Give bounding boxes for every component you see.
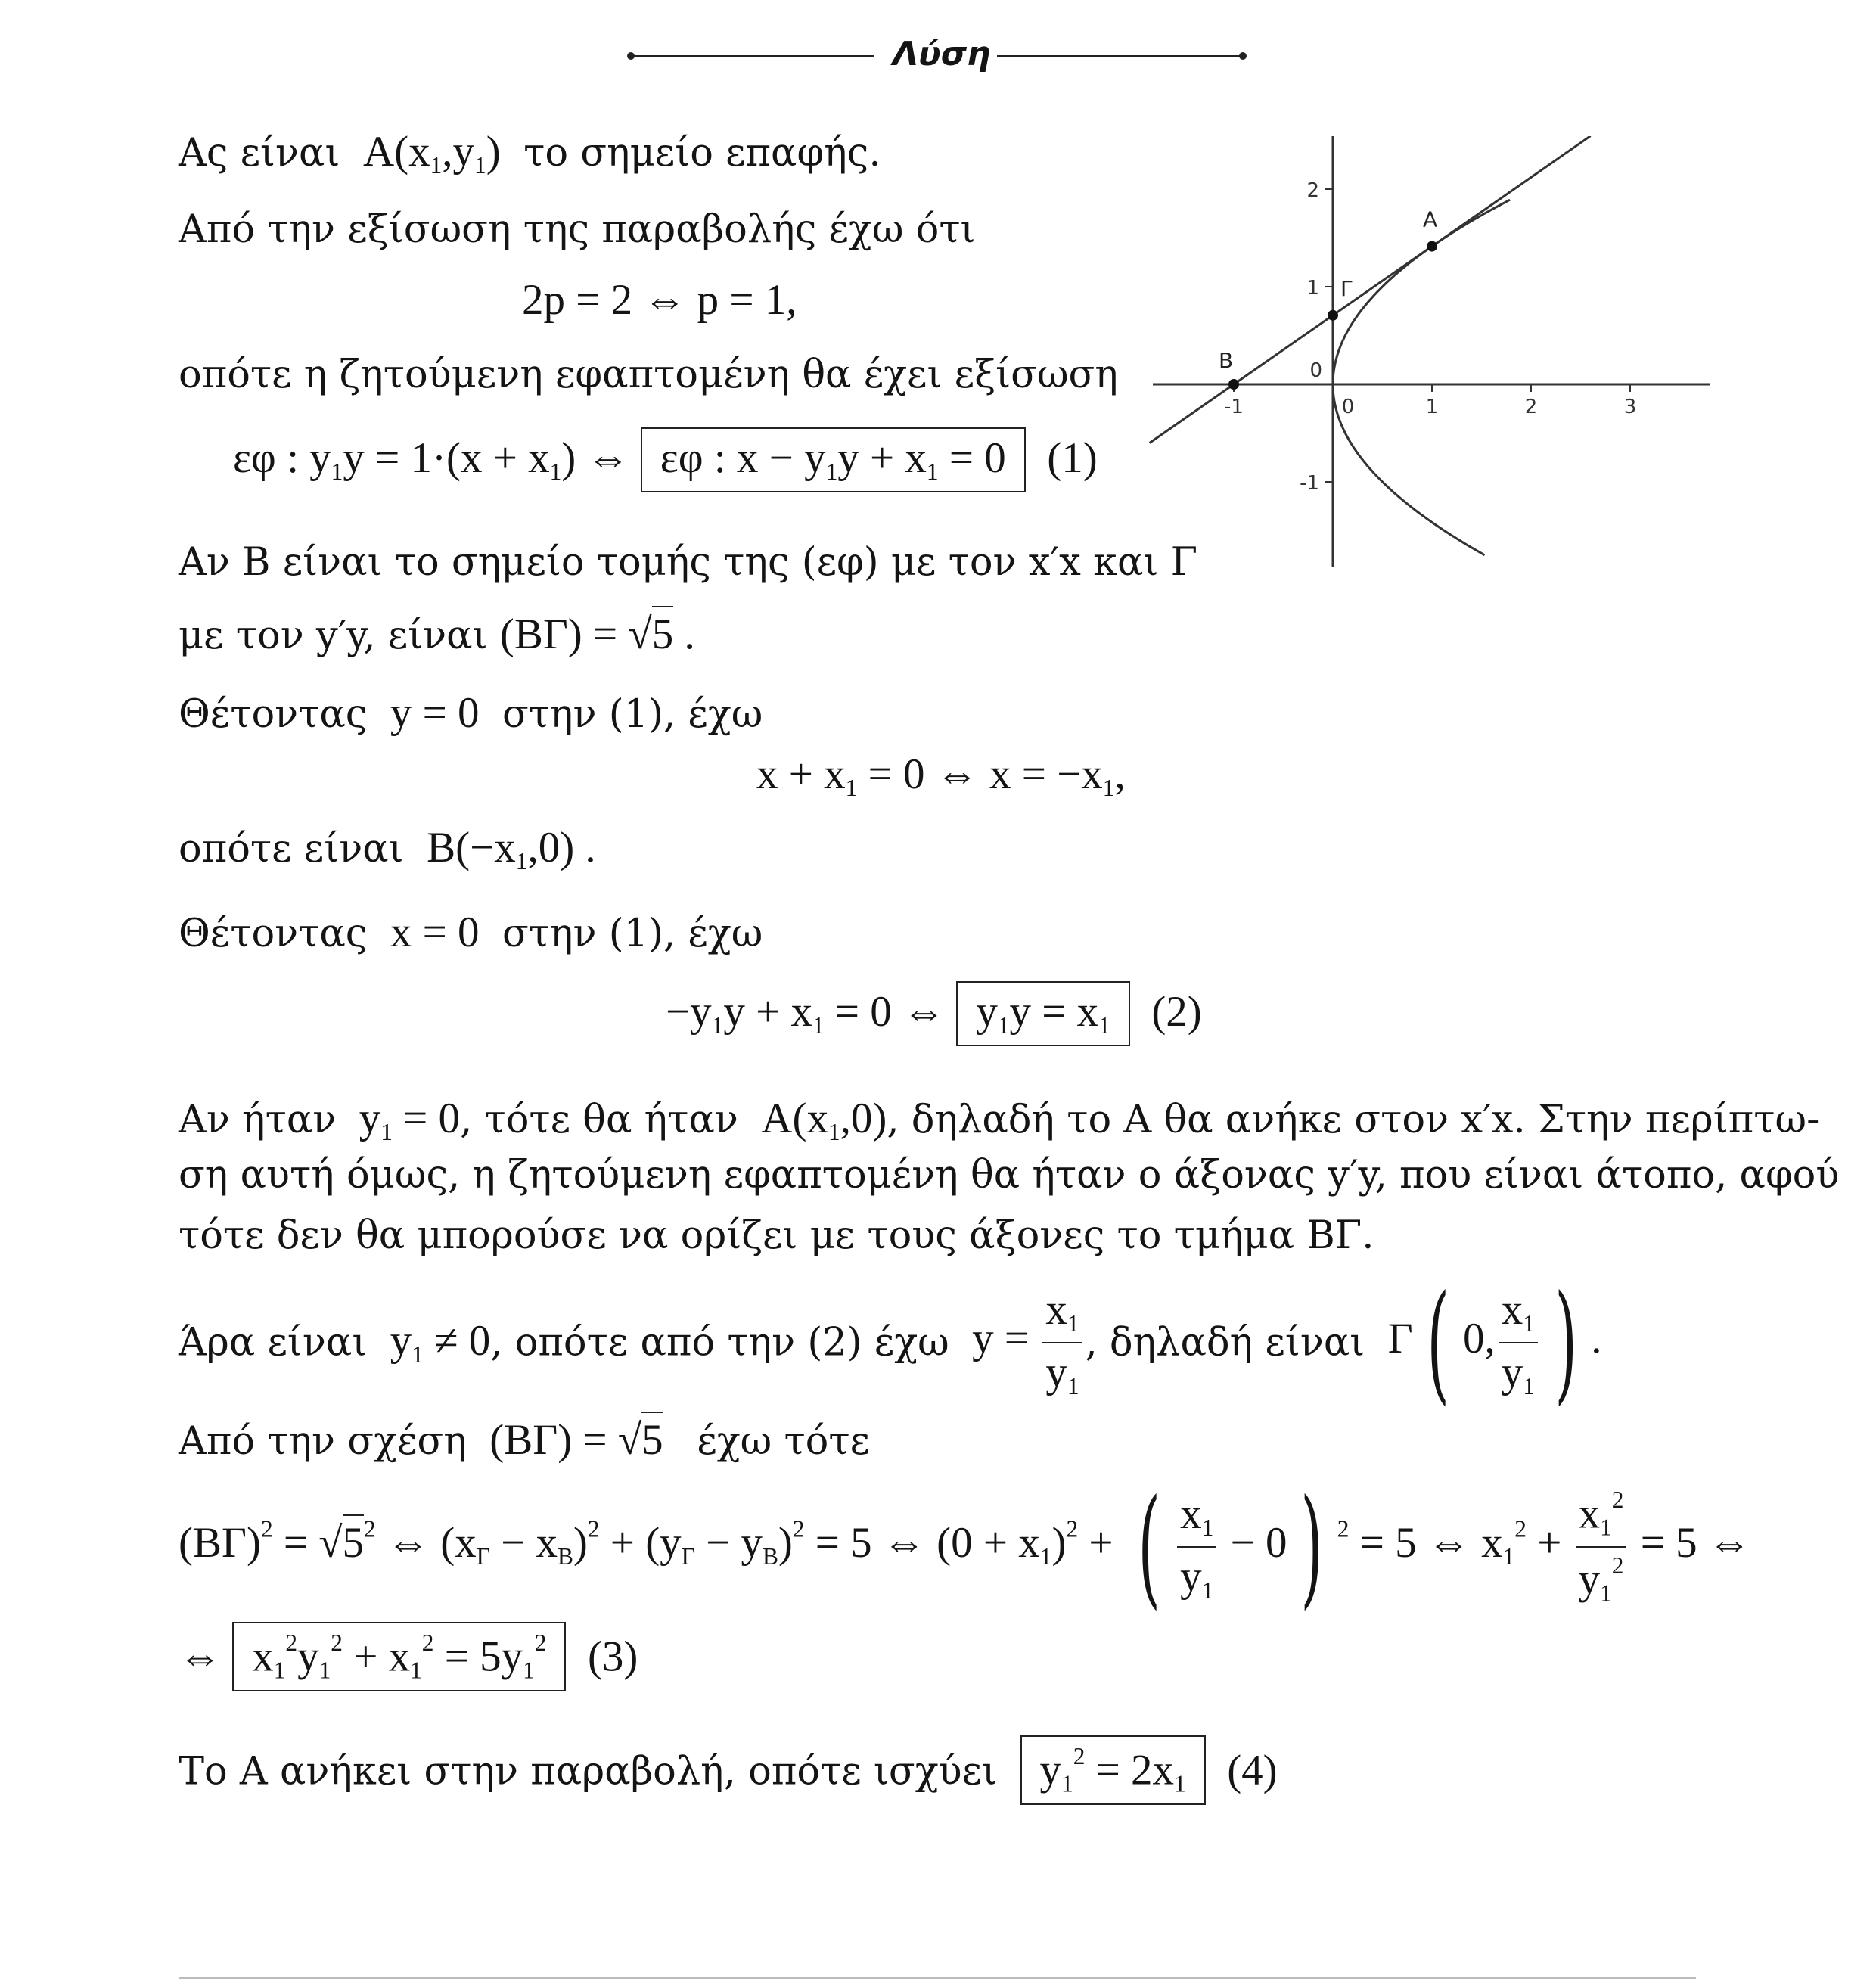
footer-rule — [179, 1977, 1696, 1979]
line-case-y1-zero: Αν ήταν $y_1 = 0$, τότε θα ήταν $A(x_1,0)$, δηλαδή το Α θα ανήκε στον x′x. Στην περίπτω- — [179, 1095, 1820, 1146]
eq-p-value: 2p = 2 ⇔ p = 1, — [522, 276, 797, 324]
y-tick-label: 1 — [1306, 277, 1319, 300]
line-tangent-intro: οπότε η ζητούμενη εφαπτομένη θα έχει εξίσωση — [179, 353, 1118, 397]
line-tangent-point: Ας είναι $A(x_1,y_1)$ το σημείο επαφής. — [179, 128, 881, 179]
eq-distance-expansion: $(B\Gamma)^2 = √5^2$ ⇔ $(x_\Gamma - x_B)^2 + (y_\Gamma - y_B)^2 = 5$ ⇔ $(0 + x_1)^2$ + ( $\frac{x_1}{y_1}$ − 0 ) $^2$ = 5 ⇔ $x_1^2$ + $\frac{x_1^2}{y_1^2}$ = 5 ⇔ — [179, 1472, 1751, 1622]
line-case-conclusion: τότε δεν θα μπορούσε να ορίζει με τους άξονες το τμήμα ΒΓ. — [179, 1213, 1374, 1258]
boxed-y1y-eq: $y_1y = x_1$ — [956, 981, 1130, 1046]
point-label: A — [1423, 207, 1438, 232]
line-point-gamma: Άρα είναι $y_1 \ne 0$, οπότε από την (2) έχω y = $\frac{x_1}{y_1}$ , δηλαδή είναι Γ ( 0, $\frac{x_1}{y_1}$ ) . — [179, 1268, 1602, 1418]
x-tick-label: 2 — [1524, 396, 1538, 418]
line-set-y0: Θέτοντας y = 0 στην (1), έχω — [179, 689, 763, 737]
x-tick-label: 3 — [1623, 396, 1637, 418]
line-parabola-equation: Από την εξίσωση της παραβολής έχω ότι — [179, 207, 976, 252]
rule-right-line — [997, 55, 1243, 57]
solution-title: Λύση — [893, 35, 991, 73]
eq-boxed-3: ⇔ $x_1^2y_1^2 + x_1^2 = 5y_1^2$ (3) — [179, 1622, 638, 1691]
eq-tangent: εφ : $y_1y = 1\cdot(x + x_1)$ ⇔ εφ : $x - y_1y + x_1 = 0$ (1) — [233, 427, 1098, 492]
rule-left-line — [631, 55, 874, 57]
rule-right-dot — [1239, 52, 1247, 60]
x-tick-label: 1 — [1425, 396, 1439, 418]
line-intersection: Αν Β είναι το σημείο τομής της (εφ) με τον x′x και Γ — [179, 540, 1197, 585]
line-point-B: οπότε είναι $B(-x_1,0)$ . — [179, 824, 596, 875]
parabola-tangent-graph — [1135, 136, 1710, 575]
point-label: B — [1219, 348, 1234, 373]
eq-y-intercept: $-y_1y + x_1 = 0$ ⇔ $y_1y = x_1$ (2) — [666, 981, 1202, 1046]
point-B — [1228, 379, 1239, 390]
y-tick-label: 0 — [1309, 359, 1322, 382]
point-label: Γ — [1340, 275, 1353, 301]
boxed-eq-3: $x_1^2y_1^2 + x_1^2 = 5y_1^2$ — [232, 1622, 566, 1691]
point-Γ — [1328, 310, 1338, 321]
boxed-eq-4: $y_1^2 = 2x_1$ — [1020, 1735, 1206, 1805]
line-case-continued: ση αυτή όμως, η ζητούμενη εφαπτομένη θα ήταν ο άξονας y′y, που είναι άτοπο, αφού — [179, 1153, 1840, 1197]
point-A-expr: $A(x_1,y_1)$ — [352, 128, 511, 179]
line-relation: Από την σχέση (ΒΓ) = √5 έχω τότε — [179, 1418, 870, 1461]
x-tick-label: 0 — [1341, 396, 1355, 418]
eq-x-intercept: $x + x_1 = 0$ ⇔ $x = -x_1$, — [756, 750, 1126, 802]
y-tick-label: 2 — [1306, 179, 1319, 202]
boxed-tangent-eq: εφ : $x - y_1y + x_1 = 0$ — [641, 427, 1026, 492]
line-point-on-parabola: Το Α ανήκει στην παραβολή, οπότε ισχύει $y_1^2 = 2x_1$ (4) — [179, 1735, 1278, 1805]
fraction-x1-y1: $\frac{x_1}{y_1}$ — [1042, 1285, 1082, 1400]
line-set-x0: Θέτοντας x = 0 στην (1), έχω — [179, 909, 763, 956]
point-A — [1427, 241, 1437, 252]
y-tick-label: -1 — [1300, 472, 1319, 495]
line-bg-length: με τον y′y, είναι (ΒΓ) = √5 . — [179, 613, 695, 656]
x-tick-label: -1 — [1224, 396, 1244, 418]
